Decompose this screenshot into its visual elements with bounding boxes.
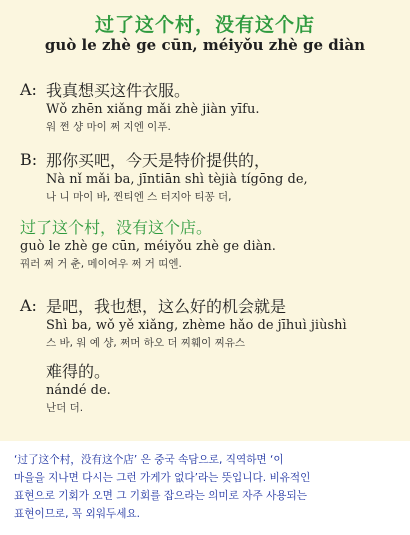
chinese-text-highlight: 过了这个村，没有这个店。 — [20, 218, 213, 237]
explanation-note — [0, 441, 410, 535]
pinyin-text: Wǒ zhēn xiǎng mǎi zhè jiàn yīfu. — [46, 102, 260, 117]
korean-pronunciation: 스 바, 워 예 샹, 쩌머 하오 더 찌훼이 찌유스 — [46, 337, 246, 349]
page-title-pinyin: guò le zhè ge cūn, méiyǒu zhè ge diàn — [44, 36, 366, 54]
dialogue-line-3 — [20, 296, 405, 416]
korean-pronunciation: 나 니 마이 바, 찐티엔 스 터지아 티꽁 더, — [46, 191, 232, 203]
speaker-label: A: — [20, 80, 37, 99]
note-line: 표현으로 기회가 오면 그 기회를 잡으라는 의미로 자주 사용되는 — [14, 490, 308, 502]
pinyin-text: nándé de. — [46, 383, 111, 398]
pinyin-text: guò le zhè ge cūn, méiyǒu zhè ge diàn. — [20, 239, 276, 254]
speaker-label: B: — [20, 150, 38, 169]
korean-pronunciation: 워 쩐 샹 마이 쩌 지엔 이푸. — [46, 121, 171, 133]
korean-pronunciation: 난더 더. — [46, 402, 84, 414]
note-line: ‘过了这个村，没有这个店’ 은 중국 속담으로, 직역하면 ‘이 — [14, 454, 284, 466]
chinese-text: 难得的。 — [46, 362, 111, 381]
dialogue-line-2 — [20, 150, 405, 272]
page-title: 过了这个村，没有这个店 — [94, 14, 315, 36]
pinyin-text: Nà nǐ mǎi ba, jīntiān shì tèjià tígōng de, — [46, 172, 308, 187]
chinese-text: 我真想买这件衣服。 — [46, 81, 191, 100]
chinese-text: 那你买吧，今天是特价提供的， — [46, 151, 271, 170]
pinyin-text: Shì ba, wǒ yě xiǎng, zhème hǎo de jīhuì jiùshì — [46, 318, 347, 333]
chinese-text: 是吧，我也想，这么好的机会就是 — [46, 297, 287, 316]
dialogue-line-1 — [20, 80, 405, 135]
note-line: 표현이므로, 꼭 외워두세요. — [14, 508, 141, 520]
note-line: 마을을 지나면 다시는 그런 가게가 없다’라는 뜻입니다. 비유적인 — [14, 472, 311, 484]
speaker-label: A: — [20, 296, 37, 315]
korean-pronunciation: 꿔러 쩌 거 춘, 메이여우 쩌 거 띠엔. — [20, 258, 182, 270]
